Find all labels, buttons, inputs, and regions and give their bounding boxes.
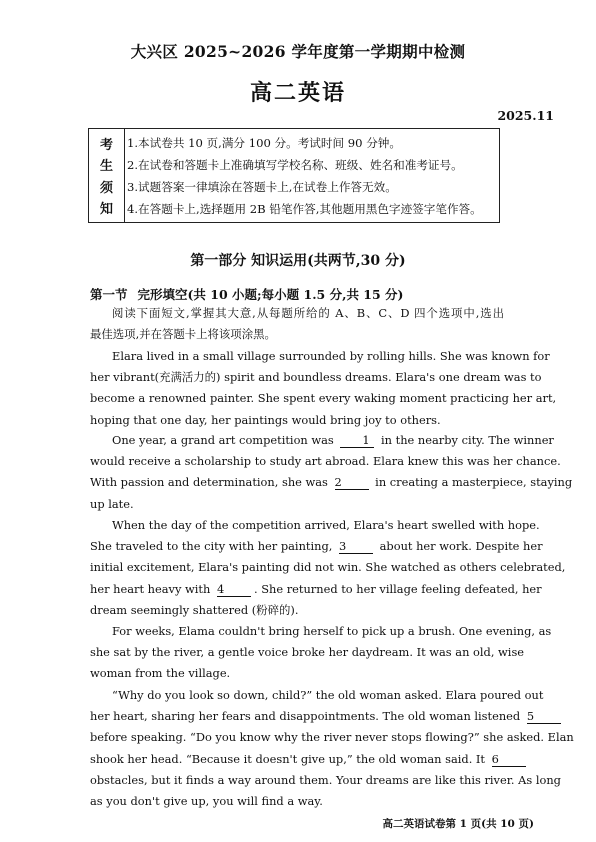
blank-6: 6 [492, 752, 526, 767]
notice-label-char: 考 [99, 138, 113, 154]
page-footer: 高二英语试卷第 1 页(共 10 页) [382, 818, 534, 830]
passage-line [90, 430, 554, 451]
line-text: shook her head. “Because it doesn't give up,” the old woman said. It [90, 751, 486, 766]
instruction-line: 阅读下面短文,掌握其大意,从每题所给的 A、B、C、D 四个选项中,选出 [112, 306, 504, 320]
passage-paragraph-5 [90, 685, 574, 812]
passage-line: initial excitement, Elara's painting did not win. She watched as others celebrated, [90, 560, 566, 575]
part-title: 第一部分 知识运用(共两节,30 分) [190, 253, 406, 269]
passage-line: When the day of the competition arrived, Elara's heart swelled with hope. [112, 518, 540, 532]
section-number: 第一节 [90, 287, 128, 302]
candidate-notice-box [88, 128, 500, 223]
passage-line [90, 706, 535, 727]
line-text: about her work. Despite her [379, 539, 543, 554]
passage-line [90, 536, 543, 557]
notice-label [89, 129, 125, 222]
passage-line: would receive a scholarship to study art abroad. Elara knew this was her chance. [90, 454, 561, 469]
notice-label-char: 知 [99, 201, 113, 217]
passage-line: Elara lived in a small village surrounded by rolling hills. She was known for [112, 349, 550, 363]
notice-items [127, 132, 497, 220]
passage-line: become a renowned painter. She spent every waking moment practicing her art, [90, 391, 557, 406]
passage-line: For weeks, Elama couldn't bring herself to pick up a brush. One evening, as [112, 624, 552, 638]
passage-line: up late. [90, 496, 134, 511]
line-text: She traveled to the city with her painting, [90, 539, 333, 554]
line-text: . She returned to her village feeling defeated, her [253, 581, 542, 596]
passage-line: hoping that one day, her paintings would bring joy to others. [90, 412, 441, 427]
passage-line: obstacles, but it finds a way around them. Your dreams are like this river. As long [90, 772, 561, 787]
line-text: One year, a grand art competition was [112, 433, 334, 447]
passage-line: she sat by the river, a gentle voice broke her daydream. It was an old, wise [90, 645, 525, 660]
passage-paragraph-2 [90, 430, 573, 515]
exam-header: 大兴区 2025~2026 学年度第一学期期中检测 [130, 42, 466, 61]
passage-paragraph-3 [90, 515, 566, 621]
passage-paragraph-4 [90, 621, 552, 685]
passage-line: before speaking. “Do you know why the river never stops flowing?” she asked. Elan [90, 730, 574, 745]
instructions [90, 303, 504, 345]
passage-line [90, 472, 573, 493]
subject-title: 高二英语 [249, 80, 346, 106]
blank-3: 3 [339, 539, 373, 554]
passage-line: “Why do you look so down, child?” the old woman asked. Elara poured out [112, 688, 544, 702]
section-title [90, 285, 403, 303]
blank-2: 2 [335, 475, 369, 490]
exam-date: 2025.11 [497, 108, 554, 123]
line-text: in creating a masterpiece, staying [375, 475, 573, 490]
notice-item: 1.本试卷共 10 页,满分 100 分。考试时间 90 分钟。 [127, 136, 401, 150]
notice-item: 4.在答题卡上,选择题用 2B 铅笔作答,其他题用黑色字迹签字笔作答。 [127, 202, 482, 216]
passage-line: her vibrant(充满活力的) spirit and boundless dreams. Elara's one dream was to [90, 370, 542, 385]
passage-line: dream seemingly shattered (粉碎的). [90, 602, 299, 617]
passage-line: woman from the village. [90, 666, 231, 681]
passage-line [90, 579, 542, 600]
line-text: in the nearby city. The winner [381, 433, 554, 447]
notice-item: 3.试题答案一律填涂在答题卡上,在试卷上作答无效。 [127, 180, 397, 194]
blank-5: 5 [527, 709, 561, 724]
passage-line [90, 749, 504, 770]
line-text: With passion and determination, she was [90, 475, 328, 490]
notice-label-char: 生 [99, 159, 113, 175]
line-text: her heart, sharing her fears and disappointments. The old woman listened [90, 709, 521, 724]
instruction-line: 最佳选项,并在答题卡上将该项涂黑。 [90, 327, 276, 342]
notice-label-char: 须 [99, 180, 113, 196]
notice-item: 2.在试卷和答题卡上准确填写学校名称、班级、姓名和准考证号。 [127, 158, 463, 172]
passage-line: as you don't give up, you will find a way. [90, 793, 323, 808]
passage-paragraph-1 [90, 346, 557, 431]
blank-1: 1 [340, 433, 374, 448]
line-text: her heart heavy with [90, 581, 211, 596]
section-name: 完形填空(共 10 小题;每小题 1.5 分,共 15 分) [137, 287, 404, 302]
blank-4: 4 [217, 582, 251, 597]
